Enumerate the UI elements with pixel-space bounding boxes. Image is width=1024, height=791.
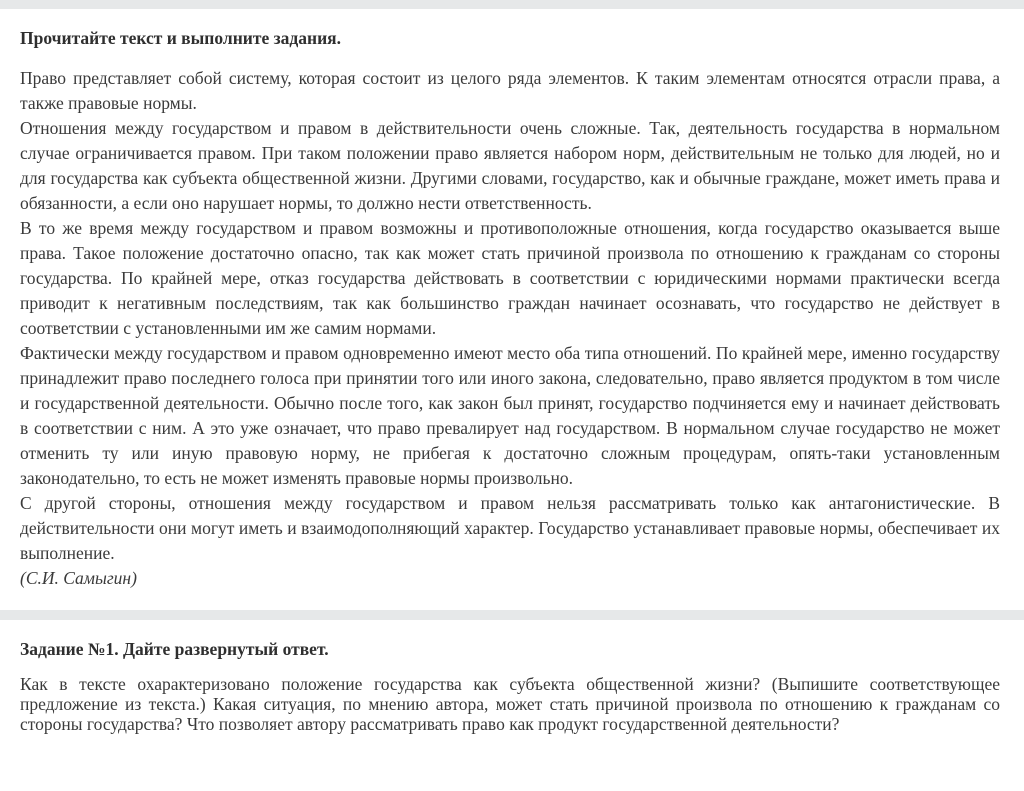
paragraph-2: Отношения между государством и правом в действительности очень сложные. Так, деятельность государства в нормальном случае ограничивается правом. При таком положении право является набором норм, действительным не только для людей, но и для государства как субъекта общественной жизни. Другими словами, государство, как и обычные граждане, может иметь права и обязанности, а если оно нарушает нормы, то должно нести ответственность.	[20, 118, 1000, 213]
reading-section	[0, 9, 1024, 610]
task-heading: Задание №1. Дайте развернутый ответ.	[20, 639, 329, 659]
paragraph-4: Фактически между государством и правом одновременно имеют место оба типа отношений. По крайней мере, именно государству принадлежит право последнего голоса при принятии того или иного закона, следовательно, право является продуктом в том числе и государственной деятельности. Обычно после того, как закон был принят, государство подчиняется ему и начинает действовать в соответствии с ним. А это уже означает, что право превалирует над государством. В нормальном случае государство не может отменить ту или иную правовую норму, не прибегая к достаточно сложным процедурам, опять-таки установленным законодательно, то есть не может изменять правовые нормы произвольно.	[20, 343, 1000, 488]
author-attribution: (С.И. Самыгин)	[20, 568, 137, 588]
paragraph-1: Право представляет собой систему, которая состоит из целого ряда элементов. К таким элементам относятся отрасли права, а также правовые нормы.	[20, 68, 1000, 113]
paragraph-5: С другой стороны, отношения между государством и правом нельзя рассматривать только как антагонистические. В действительности они могут иметь и взаимодополняющий характер. Государство устанавливает правовые нормы, обеспечивает их выполнение.	[20, 493, 1000, 563]
task-question: Как в тексте охарактеризовано положение государства как субъекта общественной жизни? (Выпишите соответствующее предложение из текста.) Какая ситуация, по мнению автора, может стать причиной произвола по отношению к гражданам со стороны государства? Что позволяет автору рассматривать право как продукт государственной деятельности?	[20, 674, 1000, 734]
top-divider	[0, 0, 1024, 9]
section-divider	[0, 610, 1024, 620]
task-section	[0, 620, 1024, 734]
paragraph-3: В то же время между государством и правом возможны и противоположные отношения, когда государство оказывается выше права. Такое положение достаточно опасно, так как может стать причиной произвола по отношению к гражданам со стороны государства. По крайней мере, отказ государства действовать в соответствии с юридическими нормами практически всегда приводит к негативным последствиям, так как большинство граждан начинает осознавать, что государство не действует в соответствии с установленными им же самим нормами.	[20, 218, 1000, 338]
reading-heading: Прочитайте текст и выполните задания.	[20, 28, 342, 48]
